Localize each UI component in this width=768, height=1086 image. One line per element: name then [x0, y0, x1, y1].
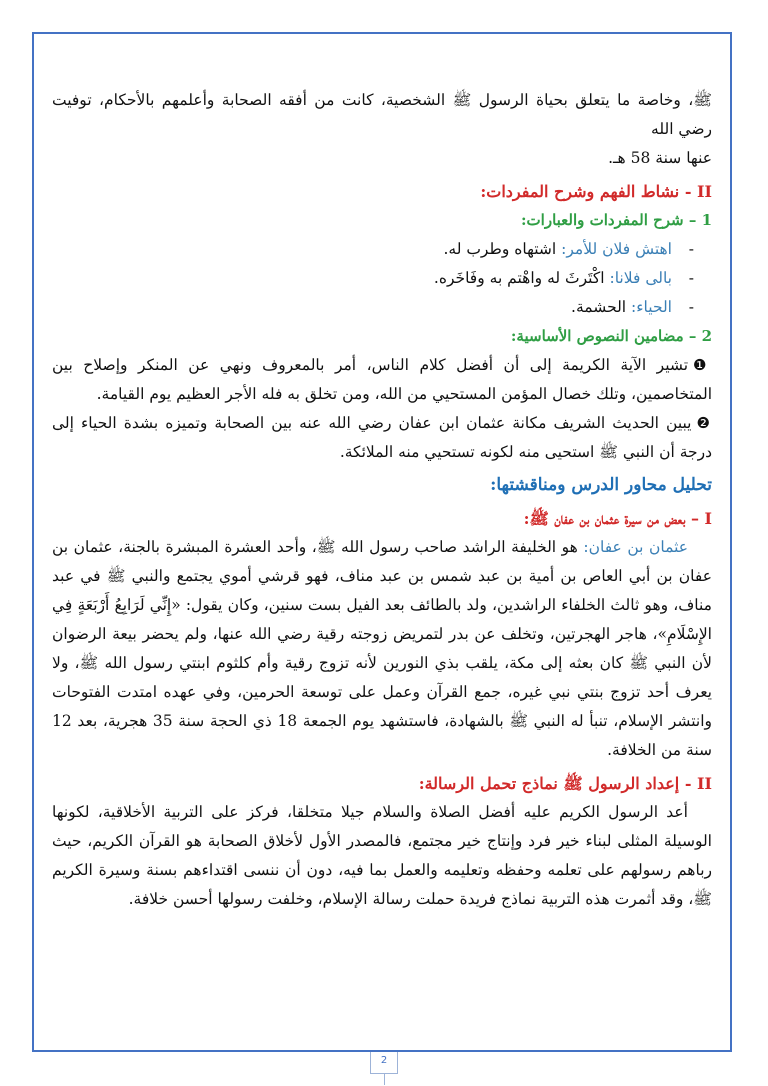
uthman-paragraph [52, 533, 712, 765]
intro-line-2: عنها سنة 58 هـ. [608, 149, 712, 167]
page-number: 2 [370, 1052, 398, 1074]
uthman-term: عثمان بن عفان: [583, 538, 688, 556]
vocab-term: الحياء: [631, 298, 672, 316]
theme-2-text: يبين الحديث الشريف مكانة عثمان ابن عفان رضي الله عنه بين الصحابة وتميزه بشدة الحياء إلى درجة أن النبي ﷺ استحيى منه لكونه تستحيي منه الملائكة. [52, 414, 712, 461]
vocab-definition: اكْتَرثَ له واهْتم به وفَاخَره. [433, 269, 610, 287]
theme-1-text: تشير الآية الكريمة إلى أن أفضل كلام الناس، أمر بالمعروف ونهي عن المنكر وإصلاح بين المتخاصمين، وتلك خصال المؤمن المستحيي من الله، ومن تخلق به فله الأجر العظيم يوم القيامة. [52, 356, 712, 403]
vocab-term: اهتش فلان للأمر: [561, 240, 672, 258]
theme-1-paragraph [52, 351, 712, 409]
section-a-heading: I – بعض من سيرة عثمان بن عفان ﷺ: [523, 509, 712, 528]
intro-paragraph [52, 86, 712, 173]
vocab-heading: 1 – شرح المفردات والعبارات: [521, 211, 712, 229]
theme-2-number: ❷ [696, 414, 713, 432]
vocab-definition: الحشمة. [571, 298, 632, 316]
vocab-definition: اشتهاه وطرب له. [443, 240, 562, 258]
vocab-item [52, 264, 694, 293]
vocab-item [52, 293, 694, 322]
analysis-heading: تحليل محاور الدرس ومناقشتها: [490, 475, 712, 495]
vocab-item [52, 235, 694, 264]
uthman-text: هو الخليفة الراشد صاحب رسول الله ﷺ، وأحد العشرة المبشرة بالجنة، عثمان بن عفان بن أبي العاص بن أمية بن عبد شمس بن عبد مناف، فهو قرشي أموي يجتمع والنبي ﷺ في عبد مناف، وهو ثالث الخلفاء الراشدين، ولد بالطائف بعد الفيل بست سنين، وكان يقول: «إِنِّي لَرَابِعُ أَرْبَعَةٍ فِي الإِسْلَامِ»، هاجر الهجرتين، وتخلف عن بدر لتمريض زوجته رقية رضي الله عنها، ولم يحضر بيعة الرضوان لأن النبي ﷺ كان بعثه إلى مكة، يلقب بذي النورين لأنه تزوج رقية وأم كلثوم ابنتي رسول الله ﷺ، ولا يعرف أحد تزوج بنتي نبي غيره، جمع القرآن وعمل على توسعة الحرمين، وفي عهده امتدت الفتوحات وانتشر الإسلام، تنبأ له النبي ﷺ بالشهادة، فاستشهد يوم الجمعة 18 ذي الحجة سنة 35 هجرية، بعد 12 سنة من الخلافة. [52, 538, 712, 759]
section-b-heading: II - إعداد الرسول ﷺ نماذج تحمل الرسالة: [418, 774, 712, 793]
themes-heading: 2 – مضامين النصوص الأساسية: [510, 327, 712, 345]
vocab-term: بالى فلانا: [609, 269, 672, 287]
page-content [52, 86, 712, 914]
theme-1-number: ❶ [692, 356, 712, 374]
intro-line-1: ﷺ، وخاصة ما يتعلق بحياة الرسول ﷺ الشخصية، كانت من أفقه الصحابة وأعلمهم بالأحكام، توفيت رضي الله [52, 91, 712, 138]
section-b-paragraph: أعد الرسول الكريم عليه أفضل الصلاة والسلام جيلا متخلقا، فركز على التربية الأخلاقية، لكونها الوسيلة المثلى لبناء خير فرد وإنتاج خير مجتمع، فالمصدر الأول لأخلاق الصحابة هو القرآن الكريم، حيث رباهم رسولهم على تعلمه وحفظه وتعليمه والعمل بما فيه، دون أن ننسى اقتداءهم بسنة وسيرة الكريم ﷺ، وقد أثمرت هذه التربية نماذج فريدة حملت رسالة الإسلام، وخلفت رسولها أحسن خلافة. [52, 803, 712, 908]
theme-2-paragraph [52, 409, 712, 467]
section-2-heading: II - نشاط الفهم وشرح المفردات: [480, 182, 712, 201]
vocab-list [52, 235, 712, 322]
